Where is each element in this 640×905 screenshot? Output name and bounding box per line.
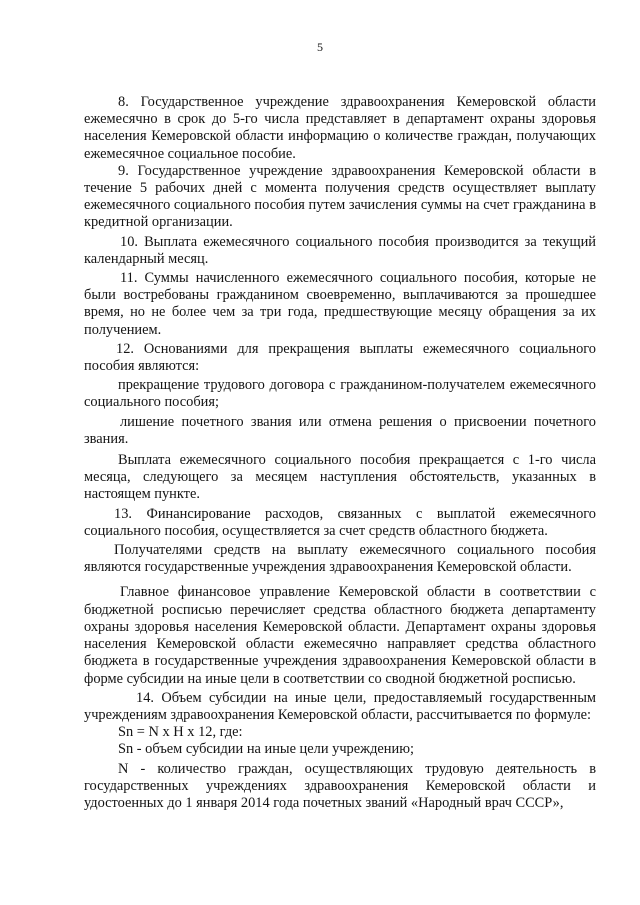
formula-term-n: N - количество граждан, осуществляющих трудовую деятельность в государственных учреждениях здравоохранения Кемеровской области и удостоенных до 1 января 2014 года почетных званий «Народный врач СССР», — [84, 760, 596, 811]
document-body — [84, 94, 596, 812]
subsidy-formula: Sn = N x H x 12, где: — [118, 724, 243, 741]
formula-term-sn: Sn - объем субсидии на иные цели учреждению; — [118, 741, 414, 758]
termination-reason-contract: прекращение трудового договора с гражданином-получателем ежемесячного социального пособия; — [84, 377, 596, 411]
paragraph-item-12: 12. Основаниями для прекращения выплаты ежемесячного социального пособия являются: — [84, 340, 596, 375]
paragraph-item-8: 8. Государственное учреждение здравоохранения Кемеровской области ежемесячно в срок до 5-го числа представляет в департамент охраны здоровья населения Кемеровской области информацию о количестве граждан, получающих ежемесячное социальное пособие. — [84, 94, 596, 162]
paragraph-item-10: 10. Выплата ежемесячного социального пособия производится за текущий календарный месяц. — [84, 233, 596, 267]
funds-recipients: Получателями средств на выплату ежемесячного социального пособия являются государственные учреждения здравоохранения Кемеровской области. — [84, 542, 596, 576]
paragraph-item-14: 14. Объем субсидии на иные цели, предоставляемый государственным учреждениям здравоохранения Кемеровской области, рассчитывается по формуле: — [84, 689, 596, 723]
page-number: 5 — [317, 40, 323, 54]
paragraph-item-11: 11. Суммы начисленного ежемесячного социального пособия, которые не были востребованы гражданином своевременно, выплачиваются за прошедшее время, но не более чем за три года, предшествующие месяцу обращения за их получением. — [84, 270, 596, 338]
termination-reason-title: лишение почетного звания или отмена решения о присвоении почетного звания. — [84, 413, 596, 447]
paragraph-item-13: 13. Финансирование расходов, связанных с выплатой ежемесячного социального пособия, осуществляется за счет средств областного бюджета. — [84, 505, 596, 539]
financial-transfer-procedure: Главное финансовое управление Кемеровской области в соответствии с бюджетной росписью перечисляет средства областного бюджета департаменту охраны здоровья населения Кемеровской области. Департамент охраны здоровья населения Кемеровской области ежемесячно направляет средства областного бюджета в государственные учреждения здравоохранения Кемеровской области в форме субсидии на иные цели в соответствии со сводной бюджетной росписью. — [84, 584, 596, 687]
termination-date-rule: Выплата ежемесячного социального пособия прекращается с 1-го числа месяца, следующего за месяцем наступления обстоятельств, указанных в настоящем пункте. — [84, 452, 596, 503]
paragraph-item-9: 9. Государственное учреждение здравоохранения Кемеровской области в течение 5 рабочих дней с момента получения средств осуществляет выплату ежемесячного социального пособия путем зачисления суммы на счет гражданина в кредитной организации. — [84, 162, 596, 231]
